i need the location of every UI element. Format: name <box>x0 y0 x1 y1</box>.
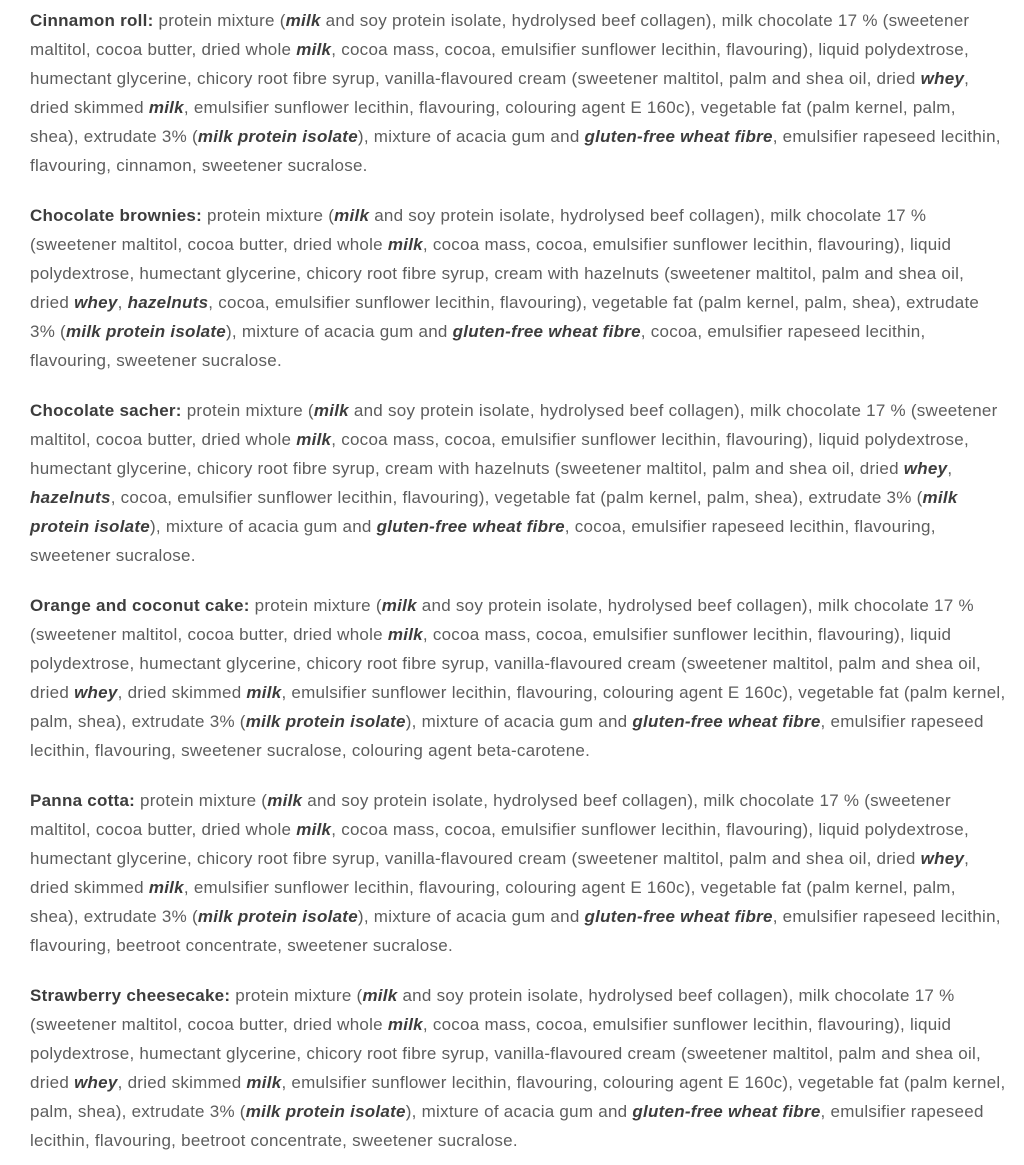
product-name: Panna cotta: <box>30 791 136 810</box>
ingredient-paragraph-strawberry-cheesecake <box>30 981 1008 1155</box>
allergen-text: whey <box>920 69 965 88</box>
allergen-text: gluten-free wheat fibre <box>632 1102 821 1121</box>
ingredient-text: and soy protein isolate, hydrolysed beef collagen), milk chocolate 17 % (sweetener maltitol, cocoa butter, dried whole <box>30 206 927 254</box>
allergen-text: milk <box>296 40 332 59</box>
allergen-text: milk <box>148 98 184 117</box>
ingredient-text: , cocoa, emulsifier sunflower lecithin, flavouring), vegetable fat (palm kernel, palm, shea), extrudate 3% ( <box>30 293 980 341</box>
ingredient-paragraph-cinnamon-roll <box>30 6 1008 180</box>
ingredient-text: , dried skimmed <box>30 69 970 117</box>
allergen-text: gluten-free wheat fibre <box>584 907 773 926</box>
product-name: Chocolate sacher: <box>30 401 182 420</box>
ingredient-text: and soy protein isolate, hydrolysed beef collagen), milk chocolate 17 % (sweetener maltitol, cocoa butter, dried whole <box>30 596 974 644</box>
ingredient-text: , emulsifier rapeseed lecithin, flavouring, beetroot concentrate, sweetener sucralose. <box>30 1102 984 1150</box>
ingredient-text: ), mixture of acacia gum and <box>405 1102 633 1121</box>
ingredient-paragraph-orange-and-coconut-cake <box>30 591 1008 765</box>
allergen-text: milk <box>148 878 184 897</box>
ingredient-text: , cocoa mass, cocoa, emulsifier sunflower lecithin, flavouring), liquid polydextrose, humectant glycerine, chicory root fibre syrup, vanilla-flavoured cream (sweetener maltitol, palm and shea oil, dried <box>30 40 969 88</box>
allergen-text: milk protein isolate <box>245 712 406 731</box>
ingredient-text: , cocoa, emulsifier rapeseed lecithin, flavouring, sweetener sucralose. <box>30 322 926 370</box>
allergen-text: milk <box>313 401 349 420</box>
ingredient-text: , cocoa mass, cocoa, emulsifier sunflower lecithin, flavouring), liquid polydextrose, humectant glycerine, chicory root fibre syrup, cream with hazelnuts (sweetener maltitol, palm and shea oil, dried <box>30 430 969 478</box>
ingredient-text: ), mixture of acacia gum and <box>405 712 633 731</box>
allergen-text: hazelnuts <box>30 488 111 507</box>
ingredient-text: ), mixture of acacia gum and <box>357 127 585 146</box>
ingredient-text: protein mixture ( <box>153 11 286 30</box>
allergen-text: whey <box>74 1073 118 1092</box>
allergen-text: milk protein isolate <box>65 322 227 341</box>
ingredient-text: and soy protein isolate, hydrolysed beef collagen), milk chocolate 17 % (sweetener maltitol, cocoa butter, dried whole <box>30 11 970 59</box>
ingredient-text: ), mixture of acacia gum and <box>357 907 585 926</box>
ingredient-text: , emulsifier sunflower lecithin, flavouring, colouring agent E 160c), vegetable fat (palm kernel, palm, shea), extrudate 3% ( <box>30 1073 1006 1121</box>
ingredient-text: , emulsifier rapeseed lecithin, flavouring, cinnamon, sweetener sucralose. <box>30 127 1001 175</box>
allergen-text: gluten-free wheat fibre <box>584 127 773 146</box>
allergen-text: milk <box>246 1073 282 1092</box>
allergen-text: milk <box>285 11 321 30</box>
ingredient-text: protein mixture ( <box>181 401 314 420</box>
allergen-text: whey <box>74 683 118 702</box>
ingredient-text: , emulsifier sunflower lecithin, flavouring, colouring agent E 160c), vegetable fat (palm kernel, palm, shea), extrudate 3% ( <box>30 878 956 926</box>
allergen-text: milk <box>387 625 423 644</box>
ingredient-paragraph-chocolate-brownies <box>30 201 1008 375</box>
ingredient-text: protein mixture ( <box>135 791 268 810</box>
ingredient-text: , emulsifier rapeseed lecithin, flavouring, sweetener sucralose, colouring agent beta-carotene. <box>30 712 984 760</box>
ingredient-text: , cocoa mass, cocoa, emulsifier sunflower lecithin, flavouring), liquid polydextrose, humectant glycerine, chicory root fibre syrup, vanilla-flavoured cream (sweetener maltitol, palm and shea oil, dried <box>30 625 981 702</box>
ingredient-text: , cocoa, emulsifier sunflower lecithin, flavouring), vegetable fat (palm kernel, palm, shea), extrudate 3% ( <box>110 488 923 507</box>
ingredient-text: and soy protein isolate, hydrolysed beef collagen), milk chocolate 17 % (sweetener maltitol, cocoa butter, dried whole <box>30 791 951 839</box>
ingredient-text: , <box>117 293 128 312</box>
ingredient-text: protein mixture ( <box>202 206 335 225</box>
allergen-text: milk protein isolate <box>197 127 358 146</box>
ingredient-paragraph-chocolate-sacher <box>30 396 1008 570</box>
allergen-text: milk <box>334 206 370 225</box>
ingredient-text: and soy protein isolate, hydrolysed beef collagen), milk chocolate 17 % (sweetener maltitol, cocoa butter, dried whole <box>30 986 955 1034</box>
allergen-text: gluten-free wheat fibre <box>632 712 821 731</box>
allergen-text: milk <box>246 683 282 702</box>
ingredient-text: , cocoa mass, cocoa, emulsifier sunflower lecithin, flavouring), liquid polydextrose, humectant glycerine, chicory root fibre syrup, vanilla-flavoured cream (sweetener maltitol, palm and shea oil, dried <box>30 1015 981 1092</box>
allergen-text: whey <box>920 849 965 868</box>
allergen-text: milk <box>296 430 332 449</box>
allergen-text: milk <box>387 235 423 254</box>
ingredient-text: , dried skimmed <box>117 683 247 702</box>
ingredient-text: , emulsifier rapeseed lecithin, flavouring, beetroot concentrate, sweetener sucralose. <box>30 907 1001 955</box>
ingredient-text: ), mixture of acacia gum and <box>226 322 453 341</box>
allergen-text: gluten-free wheat fibre <box>376 517 565 536</box>
allergen-text: milk protein isolate <box>245 1102 406 1121</box>
product-name: Cinnamon roll: <box>30 11 154 30</box>
ingredient-paragraph-panna-cotta <box>30 786 1008 960</box>
allergen-text: milk <box>296 820 332 839</box>
allergen-text: whey <box>74 293 118 312</box>
ingredient-text: , cocoa mass, cocoa, emulsifier sunflower lecithin, flavouring), liquid polydextrose, humectant glycerine, chicory root fibre syrup, vanilla-flavoured cream (sweetener maltitol, palm and shea oil, dried <box>30 820 969 868</box>
ingredient-text: protein mixture ( <box>230 986 363 1005</box>
allergen-text: gluten-free wheat fibre <box>452 322 641 341</box>
ingredient-text: protein mixture ( <box>249 596 382 615</box>
ingredient-text: , emulsifier sunflower lecithin, flavouring, colouring agent E 160c), vegetable fat (palm kernel, palm, shea), extrudate 3% ( <box>30 98 956 146</box>
allergen-text: milk <box>387 1015 423 1034</box>
ingredient-text: , dried skimmed <box>117 1073 247 1092</box>
ingredient-text: , <box>947 459 953 478</box>
allergen-text: whey <box>903 459 948 478</box>
ingredient-text: , dried skimmed <box>30 849 970 897</box>
allergen-text: milk <box>267 791 303 810</box>
ingredient-text: , cocoa mass, cocoa, emulsifier sunflower lecithin, flavouring), liquid polydextrose, humectant glycerine, chicory root fibre syrup, cream with hazelnuts (sweetener maltitol, palm and shea oil, dried <box>30 235 965 312</box>
ingredient-text: , emulsifier sunflower lecithin, flavouring, colouring agent E 160c), vegetable fat (palm kernel, palm, shea), extrudate 3% ( <box>30 683 1006 731</box>
allergen-text: milk protein isolate <box>197 907 358 926</box>
product-name: Chocolate brownies: <box>30 206 203 225</box>
product-name: Orange and coconut cake: <box>30 596 250 615</box>
ingredient-text: and soy protein isolate, hydrolysed beef collagen), milk chocolate 17 % (sweetener maltitol, cocoa butter, dried whole <box>30 401 998 449</box>
allergen-text: milk <box>381 596 417 615</box>
allergen-text: milk protein isolate <box>30 488 958 536</box>
ingredient-text: , cocoa, emulsifier rapeseed lecithin, flavouring, sweetener sucralose. <box>30 517 936 565</box>
allergen-text: hazelnuts <box>127 293 209 312</box>
product-name: Strawberry cheesecake: <box>30 986 231 1005</box>
allergen-text: milk <box>362 986 398 1005</box>
ingredient-text: ), mixture of acacia gum and <box>150 517 377 536</box>
